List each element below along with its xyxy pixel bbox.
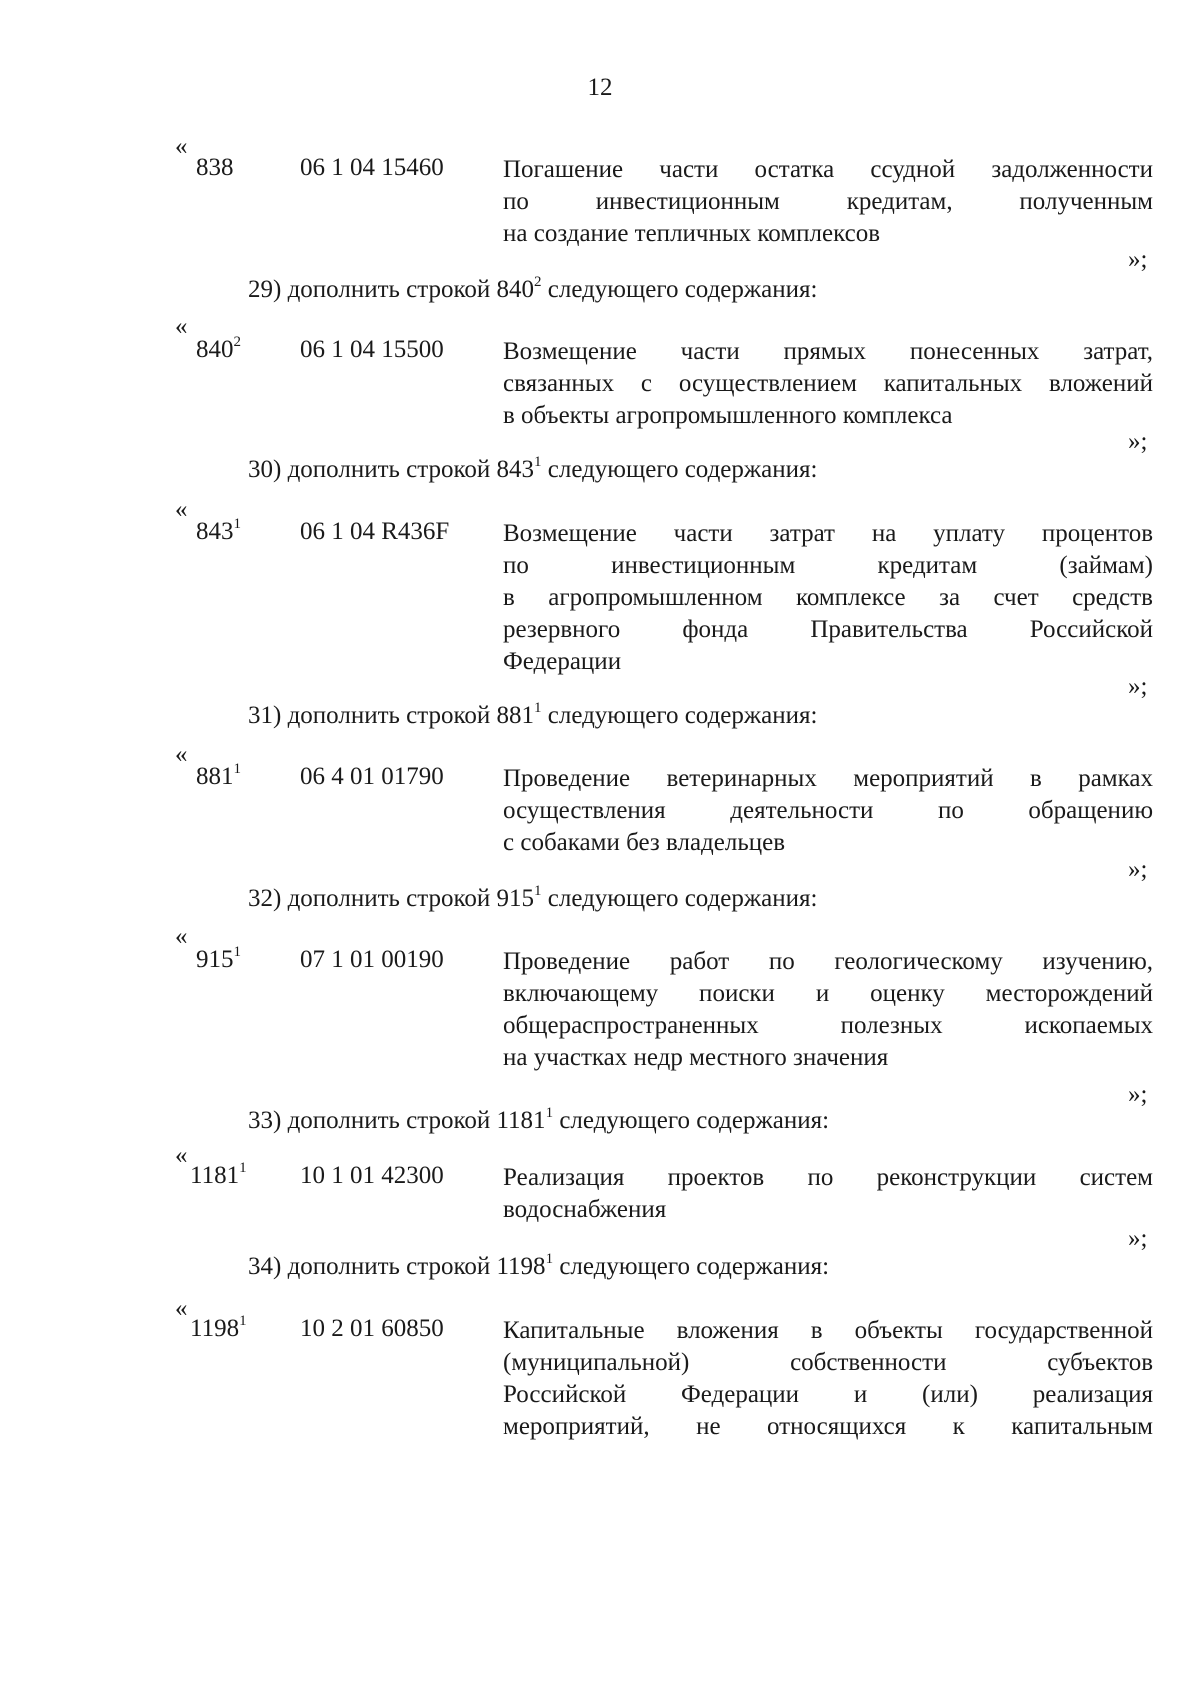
instruction-tail: следующего содержания: <box>541 456 818 483</box>
description-line: в объекты агропромышленного комплекса <box>503 402 953 429</box>
description-line: мероприятий, не относящихся к капитальным <box>503 1413 1153 1440</box>
row-number-main: 1181 <box>190 1162 240 1189</box>
instruction-tail: следующего содержания: <box>541 276 818 303</box>
quote-close-mark: »; <box>1128 246 1148 273</box>
quote-close-mark: »; <box>1128 856 1148 883</box>
row-description <box>503 763 1153 859</box>
row-code: 10 2 01 60850 <box>300 1315 444 1342</box>
instruction-superscript: 1 <box>545 1251 554 1267</box>
description-line: в агропромышленном комплексе за счет средств <box>503 584 1153 611</box>
quote-close-mark: »; <box>1128 1081 1148 1108</box>
row-number-superscript: 1 <box>233 944 241 960</box>
row-number <box>190 1162 270 1190</box>
row-number-superscript: 2 <box>233 334 241 350</box>
quote-close-mark: »; <box>1128 428 1148 455</box>
instruction-text <box>248 456 817 484</box>
row-number-main: 838 <box>196 154 234 181</box>
quote-open-mark: « <box>175 923 188 950</box>
row-number <box>190 1315 270 1343</box>
instruction-text <box>248 1253 829 1281</box>
instruction-main: 32) дополнить строкой 915 <box>248 885 534 912</box>
instruction-text <box>248 276 817 304</box>
instruction-superscript: 1 <box>534 883 542 899</box>
instruction-tail: следующего содержания: <box>541 885 818 912</box>
quote-open-mark: « <box>175 1142 188 1169</box>
description-line: с собаками без владельцев <box>503 829 786 856</box>
instruction-main: 29) дополнить строкой 840 <box>248 276 534 303</box>
row-number-main: 915 <box>196 946 234 973</box>
description-line: на участках недр местного значения <box>503 1044 889 1071</box>
row-code: 06 1 04 R436F <box>300 518 450 545</box>
row-code: 06 1 04 15460 <box>300 154 444 181</box>
description-line: по инвестиционным кредитам (займам) <box>503 552 1153 579</box>
instruction-tail: следующего содержания: <box>553 1253 830 1280</box>
row-number-main: 1198 <box>190 1315 240 1342</box>
quote-open-mark: « <box>175 313 188 340</box>
description-line: общераспространенных полезных ископаемых <box>503 1012 1153 1039</box>
row-code: 06 4 01 01790 <box>300 763 444 790</box>
row-number-superscript: 1 <box>233 516 241 532</box>
instruction-main: 31) дополнить строкой 881 <box>248 702 534 729</box>
instruction-tail: следующего содержания: <box>541 702 818 729</box>
row-description <box>503 1315 1153 1443</box>
page-number: 12 <box>587 74 613 101</box>
row-number <box>196 154 276 182</box>
quote-open-mark: « <box>175 133 188 160</box>
row-number-main: 881 <box>196 763 234 790</box>
row-description <box>503 154 1153 250</box>
instruction-superscript: 1 <box>534 454 542 470</box>
quote-open-mark: « <box>175 741 188 768</box>
description-line: Проведение работ по геологическому изучению, <box>503 948 1153 975</box>
row-number <box>196 518 276 546</box>
row-number-superscript: 1 <box>233 761 241 777</box>
row-code: 07 1 01 00190 <box>300 946 444 973</box>
quote-close-mark: »; <box>1128 673 1148 700</box>
instruction-text <box>248 885 817 913</box>
row-number-superscript: 1 <box>239 1160 247 1176</box>
row-code: 10 1 01 42300 <box>300 1162 444 1189</box>
quote-open-mark: « <box>175 1295 188 1322</box>
row-description <box>503 946 1153 1074</box>
description-line: резервного фонда Правительства Российской <box>503 616 1153 643</box>
instruction-main: 30) дополнить строкой 843 <box>248 456 534 483</box>
row-description <box>503 518 1153 678</box>
instruction-main: 34) дополнить строкой 1198 <box>248 1253 546 1280</box>
row-code: 06 1 04 15500 <box>300 336 444 363</box>
description-line: Возмещение части затрат на уплату процентов <box>503 520 1153 547</box>
description-line: Возмещение части прямых понесенных затрат, <box>503 338 1153 365</box>
description-line: Федерации <box>503 648 622 675</box>
description-line: Погашение части остатка ссудной задолженности <box>503 156 1153 183</box>
row-description <box>503 336 1153 432</box>
instruction-tail: следующего содержания: <box>553 1107 830 1134</box>
row-number <box>196 336 276 364</box>
instruction-superscript: 2 <box>534 274 542 290</box>
description-line: на создание тепличных комплексов <box>503 220 881 247</box>
description-line: Российской Федерации и (или) реализация <box>503 1381 1153 1408</box>
description-line: (муниципальной) собственности субъектов <box>503 1349 1153 1376</box>
quote-close-mark: »; <box>1128 1225 1148 1252</box>
instruction-text <box>248 702 817 730</box>
description-line: включающему поиски и оценку месторождений <box>503 980 1153 1007</box>
row-number <box>196 763 276 791</box>
row-description <box>503 1162 1153 1226</box>
row-number-superscript: 1 <box>239 1313 247 1329</box>
description-line: водоснабжения <box>503 1196 667 1223</box>
instruction-superscript: 1 <box>534 700 542 716</box>
instruction-text <box>248 1107 829 1135</box>
description-line: Проведение ветеринарных мероприятий в рамках <box>503 765 1153 792</box>
quote-open-mark: « <box>175 496 188 523</box>
row-number-main: 840 <box>196 336 234 363</box>
description-line: Капитальные вложения в объекты государственной <box>503 1317 1153 1344</box>
description-line: осуществления деятельности по обращению <box>503 797 1153 824</box>
row-number <box>196 946 276 974</box>
instruction-main: 33) дополнить строкой 1181 <box>248 1107 546 1134</box>
instruction-superscript: 1 <box>545 1105 554 1121</box>
description-line: связанных с осуществлением капитальных вложений <box>503 370 1153 397</box>
description-line: Реализация проектов по реконструкции систем <box>503 1164 1153 1191</box>
description-line: по инвестиционным кредитам, полученным <box>503 188 1153 215</box>
row-number-main: 843 <box>196 518 234 545</box>
